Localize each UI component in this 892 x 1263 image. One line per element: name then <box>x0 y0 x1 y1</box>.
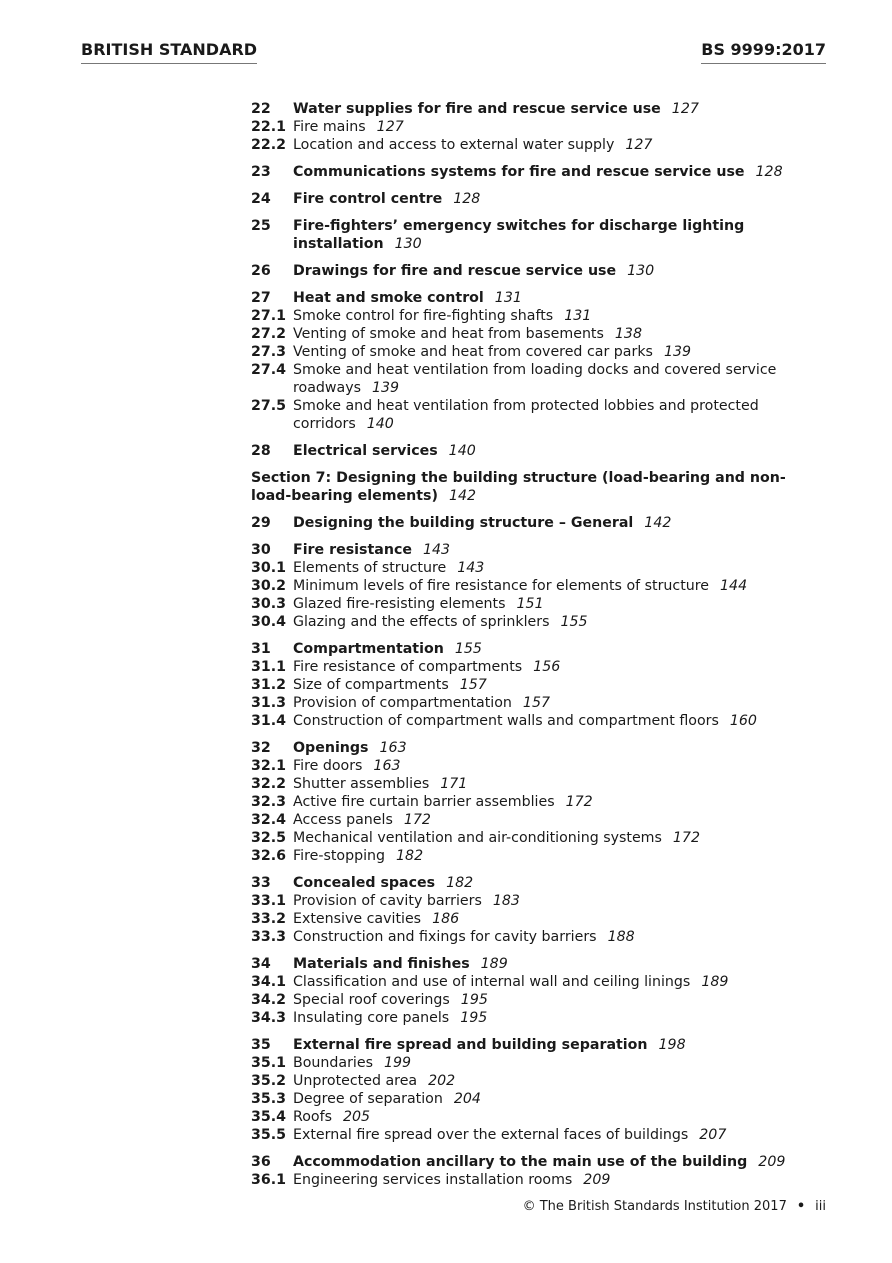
toc-subclause-entry[interactable] <box>251 775 821 793</box>
toc-entry-number: 27.3 <box>251 344 287 360</box>
toc-clause-entry[interactable] <box>251 289 821 307</box>
toc-entry-title: Provision of cavity barriers <box>293 893 482 909</box>
toc-entry-text <box>293 811 821 829</box>
toc-page-number: 199 <box>384 1055 412 1071</box>
toc-page-number: 143 <box>422 542 451 558</box>
toc-entry-title: Fire resistance of compartments <box>293 659 523 675</box>
toc-entry-number: 34.2 <box>251 992 287 1008</box>
toc-entry-text <box>293 1153 821 1171</box>
toc-entry-number: 29 <box>251 515 271 531</box>
toc-page-number: 182 <box>396 848 424 864</box>
bullet-separator: • <box>796 1199 806 1214</box>
toc-entry-title: Fire-fighters’ emergency switches for discharge lighting installation <box>293 218 745 252</box>
toc-entry-title: Smoke and heat ventilation from loading docks and covered service roadways <box>293 362 777 396</box>
toc-page-number: 127 <box>625 137 653 153</box>
toc-entry-text <box>293 217 821 253</box>
toc-entry-title: Elements of structure <box>293 560 447 576</box>
toc-page-number: 130 <box>627 263 655 279</box>
toc-page-number: 189 <box>701 974 729 990</box>
toc-group <box>251 100 821 154</box>
toc-entry-text <box>293 289 821 307</box>
toc-entry-text <box>293 343 821 361</box>
toc-group <box>251 190 821 208</box>
toc-group <box>251 1036 821 1144</box>
toc-entry-title: Smoke and heat ventilation from protected lobbies and protected corridors <box>293 398 759 432</box>
toc-page-number: 195 <box>460 1010 488 1026</box>
toc-page-number: 209 <box>583 1172 611 1188</box>
toc-entry-text <box>293 955 821 973</box>
toc-entry-title: Provision of compartmentation <box>293 695 512 711</box>
toc-subclause-entry[interactable] <box>251 559 821 577</box>
toc-clause-entry[interactable] <box>251 739 821 757</box>
toc-page-number: 202 <box>428 1073 456 1089</box>
toc-entry-text <box>293 739 821 757</box>
toc-subclause-entry[interactable] <box>251 595 821 613</box>
toc-page-number: 140 <box>366 416 394 432</box>
toc-page-number: 209 <box>758 1154 786 1170</box>
toc-entry-text <box>293 892 821 910</box>
toc-group <box>251 1153 821 1189</box>
toc-entry-title: Smoke control for fire-fighting shafts <box>293 308 554 324</box>
toc-page-number: 128 <box>755 164 783 180</box>
toc-clause-entry[interactable] <box>251 442 821 460</box>
toc-subclause-entry[interactable] <box>251 991 821 1009</box>
toc-entry-number: 26 <box>251 263 271 279</box>
toc-page-number: 143 <box>457 560 485 576</box>
page-footer <box>523 1198 826 1216</box>
toc-page-number: 172 <box>565 794 593 810</box>
toc-entry-title: Shutter assemblies <box>293 776 430 792</box>
toc-entry-text <box>293 793 821 811</box>
toc-page-number: 155 <box>454 641 482 657</box>
toc-entry-number: 35.1 <box>251 1055 287 1071</box>
toc-subclause-entry[interactable] <box>251 1054 821 1072</box>
toc-entry-text <box>293 874 821 892</box>
toc-entry-number: 35.4 <box>251 1109 287 1125</box>
toc-subclause-entry[interactable] <box>251 1126 821 1144</box>
toc-entry-number: 22.2 <box>251 137 287 153</box>
toc-page-number: 155 <box>560 614 588 630</box>
toc-entry-title: Fire doors <box>293 758 363 774</box>
toc-entry-text <box>293 1090 821 1108</box>
toc-page-number: 186 <box>432 911 460 927</box>
toc-page-number: 142 <box>644 515 672 531</box>
toc-subclause-entry[interactable] <box>251 1108 821 1126</box>
toc-entry-number: 32.5 <box>251 830 287 846</box>
toc-entry-number: 35 <box>251 1037 271 1053</box>
toc-group <box>251 541 821 631</box>
toc-entry-number: 32.2 <box>251 776 287 792</box>
toc-entry-text <box>293 1171 821 1189</box>
toc-entry-text <box>293 307 821 325</box>
page-number: iii <box>815 1199 826 1214</box>
toc-page-number: 172 <box>403 812 431 828</box>
toc-subclause-entry[interactable] <box>251 343 821 361</box>
toc-entry-title: Fire control centre <box>293 191 443 207</box>
toc-entry-title: External fire spread and building separation <box>293 1037 648 1053</box>
toc-entry-title: Classification and use of internal wall and ceiling linings <box>293 974 691 990</box>
toc-entry-title: Glazed fire-resisting elements <box>293 596 506 612</box>
toc-subclause-entry[interactable] <box>251 793 821 811</box>
toc-subclause-entry[interactable] <box>251 847 821 865</box>
toc-entry-number: 23 <box>251 164 271 180</box>
toc-entry-number: 32.3 <box>251 794 287 810</box>
toc-entry-text <box>293 361 821 397</box>
toc-entry-number: 33 <box>251 875 271 891</box>
toc-entry-number: 31 <box>251 641 271 657</box>
toc-entry-text <box>293 397 821 433</box>
toc-group <box>251 469 821 505</box>
toc-entry-number: 27.2 <box>251 326 287 342</box>
toc-section-heading[interactable] <box>251 469 821 505</box>
toc-entry-title: Boundaries <box>293 1055 373 1071</box>
toc-entry-text <box>293 775 821 793</box>
toc-entry-title: Materials and finishes <box>293 956 470 972</box>
toc-entry-title: Construction of compartment walls and compartment floors <box>293 713 719 729</box>
toc-entry-number: 31.1 <box>251 659 287 675</box>
toc-entry-number: 30.1 <box>251 560 287 576</box>
toc-page-number: 171 <box>440 776 468 792</box>
toc-entry-title: Roofs <box>293 1109 332 1125</box>
toc-entry-text <box>293 757 821 775</box>
toc-entry-text <box>293 190 821 208</box>
toc-subclause-entry[interactable] <box>251 757 821 775</box>
toc-entry-number: 30.3 <box>251 596 287 612</box>
toc-subclause-entry[interactable] <box>251 973 821 991</box>
toc-page-number: 127 <box>376 119 404 135</box>
toc-page-number: 140 <box>448 443 476 459</box>
toc-subclause-entry[interactable] <box>251 136 821 154</box>
toc-entry-title: Minimum levels of fire resistance for elements of structure <box>293 578 710 594</box>
toc-entry-title: Size of compartments <box>293 677 449 693</box>
toc-entry-number: 36.1 <box>251 1172 287 1188</box>
toc-clause-entry[interactable] <box>251 541 821 559</box>
toc-page-number: 127 <box>671 101 699 117</box>
toc-entry-number: 35.5 <box>251 1127 287 1143</box>
toc-page-number: 188 <box>607 929 635 945</box>
toc-entry-title: Compartmentation <box>293 641 444 657</box>
toc-entry-text <box>293 100 821 118</box>
toc-entry-text <box>293 118 821 136</box>
toc-group <box>251 739 821 865</box>
toc-entry-title: Fire-stopping <box>293 848 386 864</box>
toc-page-number: 163 <box>379 740 407 756</box>
toc-entry-title: Openings <box>293 740 369 756</box>
toc-entry-title: Heat and smoke control <box>293 290 484 306</box>
toc-page-number: 207 <box>699 1127 727 1143</box>
toc-page-number: 128 <box>453 191 481 207</box>
toc-entry-number: 34 <box>251 956 271 972</box>
toc-entry-title: Venting of smoke and heat from basements <box>293 326 604 342</box>
toc-page-number: 130 <box>394 236 422 252</box>
toc-page-number: 144 <box>720 578 748 594</box>
toc-entry-number: 30.2 <box>251 578 287 594</box>
toc-clause-entry[interactable] <box>251 217 821 253</box>
toc-entry-title: Active fire curtain barrier assemblies <box>293 794 555 810</box>
toc-group <box>251 262 821 280</box>
document-number: BS 9999:2017 <box>701 40 826 64</box>
toc-page-number: 172 <box>672 830 700 846</box>
toc-entry-number: 34.1 <box>251 974 287 990</box>
toc-clause-entry[interactable] <box>251 1036 821 1054</box>
toc-entry-number: 31.3 <box>251 695 287 711</box>
toc-entry-number: 25 <box>251 218 271 234</box>
toc-entry-title: Extensive cavities <box>293 911 422 927</box>
toc-entry-title: Concealed spaces <box>293 875 436 891</box>
toc-entry-text <box>293 577 821 595</box>
toc-subclause-entry[interactable] <box>251 910 821 928</box>
toc-entry-number: 36 <box>251 1154 271 1170</box>
toc-page-number: 131 <box>494 290 522 306</box>
toc-entry-text <box>293 712 821 730</box>
toc-entry-title: Location and access to external water supply <box>293 137 615 153</box>
toc-entry-title: Drawings for fire and rescue service use <box>293 263 617 279</box>
toc-entry-number: 32 <box>251 740 271 756</box>
toc-page-number: 157 <box>522 695 551 711</box>
toc-entry-text <box>293 1108 821 1126</box>
toc-entry-title: Water supplies for fire and rescue service use <box>293 101 661 117</box>
toc-entry-title: External fire spread over the external faces of buildings <box>293 1127 689 1143</box>
toc-entry-text <box>293 829 821 847</box>
toc-page-number: 157 <box>459 677 487 693</box>
toc-entry-title: Communications systems for fire and rescue service use <box>293 164 745 180</box>
toc-page-number: 183 <box>492 893 520 909</box>
toc-page-number: 142 <box>448 488 477 504</box>
toc-subclause-entry[interactable] <box>251 397 821 433</box>
toc-entry-number: 27 <box>251 290 271 306</box>
toc-page-number: 139 <box>663 344 692 360</box>
toc-group <box>251 163 821 181</box>
toc-entry-number: 35.2 <box>251 1073 287 1089</box>
toc-subclause-entry[interactable] <box>251 118 821 136</box>
toc-entry-text <box>293 1054 821 1072</box>
toc-subclause-entry[interactable] <box>251 307 821 325</box>
toc-entry-title: Glazing and the effects of sprinklers <box>293 614 550 630</box>
toc-group <box>251 640 821 730</box>
toc-entry-number: 33.2 <box>251 911 287 927</box>
toc-entry-text <box>293 613 821 631</box>
toc-section-title: Section 7: Designing the building structure (load-bearing and non-load-bearing elements) <box>251 470 786 504</box>
toc-group <box>251 874 821 946</box>
toc-entry-text <box>293 541 821 559</box>
toc-page-number: 204 <box>453 1091 481 1107</box>
toc-clause-entry[interactable] <box>251 163 821 181</box>
toc-group <box>251 955 821 1027</box>
toc-entry-number: 31.2 <box>251 677 287 693</box>
toc-entry-title: Fire mains <box>293 119 366 135</box>
toc-entry-number: 32.6 <box>251 848 287 864</box>
toc-entry-text <box>293 442 821 460</box>
toc-entry-text <box>293 1126 821 1144</box>
toc-clause-entry[interactable] <box>251 100 821 118</box>
toc-subclause-entry[interactable] <box>251 1090 821 1108</box>
toc-page-number: 160 <box>729 713 757 729</box>
toc-entry-title: Mechanical ventilation and air-conditioning systems <box>293 830 662 846</box>
toc-page-number: 139 <box>372 380 400 396</box>
toc-entry-number: 32.4 <box>251 812 287 828</box>
toc-entry-title: Construction and fixings for cavity barriers <box>293 929 597 945</box>
toc-entry-text <box>293 136 821 154</box>
toc-entry-number: 27.1 <box>251 308 287 324</box>
toc-entry-number: 22 <box>251 101 271 117</box>
toc-subclause-entry[interactable] <box>251 361 821 397</box>
toc-page-number: 182 <box>446 875 474 891</box>
toc-page-number: 195 <box>460 992 488 1008</box>
toc-entry-number: 32.1 <box>251 758 287 774</box>
toc-entry-text <box>293 1072 821 1090</box>
table-of-contents <box>251 100 821 1198</box>
toc-entry-title: Electrical services <box>293 443 438 459</box>
toc-entry-number: 27.5 <box>251 398 287 414</box>
toc-entry-text <box>293 991 821 1009</box>
toc-entry-text <box>293 676 821 694</box>
toc-entry-number: 30.4 <box>251 614 287 630</box>
toc-subclause-entry[interactable] <box>251 1009 821 1027</box>
toc-entry-number: 31.4 <box>251 713 287 729</box>
toc-subclause-entry[interactable] <box>251 577 821 595</box>
toc-entry-number: 22.1 <box>251 119 287 135</box>
toc-page-number: 163 <box>373 758 401 774</box>
toc-entry-title: Venting of smoke and heat from covered car parks <box>293 344 653 360</box>
toc-entry-title: Accommodation ancillary to the main use of the building <box>293 1154 748 1170</box>
toc-entry-number: 33.1 <box>251 893 287 909</box>
toc-entry-number: 33.3 <box>251 929 287 945</box>
toc-entry-title: Insulating core panels <box>293 1010 450 1026</box>
toc-clause-entry[interactable] <box>251 262 821 280</box>
toc-clause-entry[interactable] <box>251 514 821 532</box>
toc-entry-title: Designing the building structure – General <box>293 515 634 531</box>
toc-subclause-entry[interactable] <box>251 892 821 910</box>
toc-entry-title: Access panels <box>293 812 393 828</box>
toc-entry-text <box>293 928 821 946</box>
toc-clause-entry[interactable] <box>251 190 821 208</box>
toc-page-number: 138 <box>614 326 642 342</box>
toc-entry-text <box>293 658 821 676</box>
toc-subclause-entry[interactable] <box>251 811 821 829</box>
toc-subclause-entry[interactable] <box>251 676 821 694</box>
toc-entry-text <box>293 640 821 658</box>
toc-clause-entry[interactable] <box>251 874 821 892</box>
toc-clause-entry[interactable] <box>251 640 821 658</box>
toc-entry-text <box>293 262 821 280</box>
toc-clause-entry[interactable] <box>251 1153 821 1171</box>
toc-subclause-entry[interactable] <box>251 1072 821 1090</box>
toc-entry-text <box>293 325 821 343</box>
toc-group <box>251 442 821 460</box>
toc-page-number: 131 <box>564 308 592 324</box>
toc-entry-text <box>293 910 821 928</box>
toc-subclause-entry[interactable] <box>251 613 821 631</box>
toc-entry-title: Degree of separation <box>293 1091 443 1107</box>
toc-entry-number: 28 <box>251 443 271 459</box>
toc-subclause-entry[interactable] <box>251 712 821 730</box>
toc-subclause-entry[interactable] <box>251 1171 821 1189</box>
toc-entry-title: Engineering services installation rooms <box>293 1172 573 1188</box>
toc-entry-text <box>293 163 821 181</box>
toc-entry-number: 34.3 <box>251 1010 287 1026</box>
toc-entry-text <box>293 514 821 532</box>
toc-page-number: 205 <box>342 1109 371 1125</box>
toc-entry-title: Unprotected area <box>293 1073 418 1089</box>
toc-subclause-entry[interactable] <box>251 658 821 676</box>
toc-clause-entry[interactable] <box>251 955 821 973</box>
toc-entry-text <box>293 847 821 865</box>
toc-page-number: 189 <box>480 956 508 972</box>
toc-entry-text <box>293 1009 821 1027</box>
toc-subclause-entry[interactable] <box>251 829 821 847</box>
toc-subclause-entry[interactable] <box>251 928 821 946</box>
toc-entry-title: Special roof coverings <box>293 992 450 1008</box>
toc-entry-text <box>293 973 821 991</box>
toc-entry-title: Fire resistance <box>293 542 412 558</box>
toc-entry-number: 24 <box>251 191 271 207</box>
toc-entry-text <box>293 595 821 613</box>
toc-entry-number: 35.3 <box>251 1091 287 1107</box>
header-title: BRITISH STANDARD <box>81 40 257 64</box>
toc-subclause-entry[interactable] <box>251 325 821 343</box>
toc-page-number: 151 <box>516 596 544 612</box>
toc-group <box>251 514 821 532</box>
toc-entry-text <box>293 1036 821 1054</box>
toc-entry-text <box>293 694 821 712</box>
toc-page-number: 198 <box>658 1037 686 1053</box>
toc-group <box>251 289 821 433</box>
copyright-notice: © The British Standards Institution 2017 <box>522 1199 787 1214</box>
toc-entry-number: 27.4 <box>251 362 287 378</box>
toc-group <box>251 217 821 253</box>
toc-subclause-entry[interactable] <box>251 694 821 712</box>
toc-entry-text <box>293 559 821 577</box>
toc-entry-number: 30 <box>251 542 271 558</box>
toc-page-number: 156 <box>533 659 561 675</box>
